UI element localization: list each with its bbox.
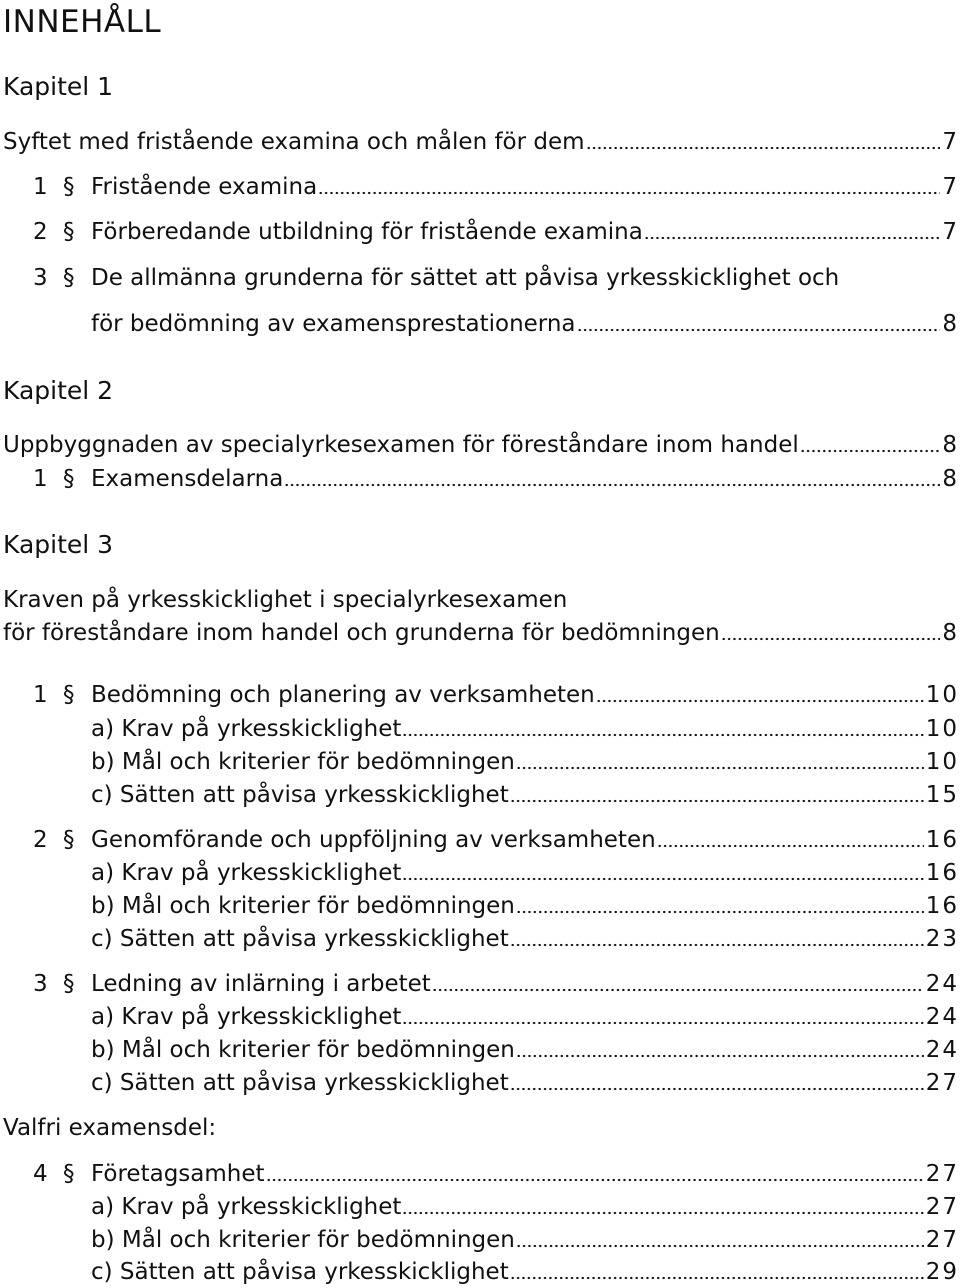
section-symbol: §	[63, 1161, 75, 1187]
page-number: 16	[925, 827, 959, 853]
dot-leader	[432, 987, 924, 993]
page-number: 23	[925, 926, 959, 952]
page-number: 7	[942, 219, 959, 245]
toc-entry[interactable]	[0, 618, 957, 648]
section-symbol: §	[63, 265, 75, 291]
subsection-label: b) Mål och kriterier för bedömningen	[91, 1037, 515, 1063]
dot-leader	[510, 798, 924, 804]
section-number: 2	[33, 827, 48, 853]
dot-leader	[402, 732, 923, 738]
subsection-label: c) Sätten att påvisa yrkesskicklighet	[91, 926, 509, 952]
dot-leader	[510, 1086, 924, 1092]
subsection-label: a) Krav på yrkesskicklighet	[91, 1194, 402, 1220]
toc-entry[interactable]	[0, 172, 957, 202]
section-number: 1	[33, 466, 48, 492]
subsection-label: c) Sätten att påvisa yrkesskicklighet	[91, 782, 509, 808]
section-label: Företagsamhet	[91, 1161, 265, 1187]
toc-subentry[interactable]	[0, 891, 957, 921]
section-label: Genomförande och uppföljning av verksamheten	[91, 827, 656, 853]
toc-entry[interactable]	[0, 430, 957, 460]
toc-entry[interactable]	[0, 464, 957, 494]
toc-entry[interactable]	[0, 217, 957, 247]
page-number: 29	[925, 1259, 959, 1285]
chapter-1-title: Syftet med fristående examina och målen för dem	[3, 129, 585, 155]
chapter-3-title-line2: för föreståndare inom handel och grunderna för bedömningen	[3, 620, 720, 646]
toc-subentry[interactable]	[0, 714, 957, 744]
page-number: 7	[942, 174, 959, 200]
dot-leader	[577, 327, 941, 333]
dot-leader	[318, 190, 940, 196]
section-symbol: §	[63, 682, 75, 708]
page-number: 27	[925, 1070, 959, 1096]
section-number: 3	[33, 265, 48, 291]
page-number: 16	[925, 860, 959, 886]
page-number: 24	[925, 971, 959, 997]
section-number: 4	[33, 1161, 48, 1187]
page-number: 15	[925, 782, 959, 808]
toc-entry[interactable]	[0, 969, 957, 999]
chapter-2-title: Uppbyggnaden av specialyrkesexamen för föreståndare inom handel	[3, 432, 799, 458]
dot-leader	[657, 843, 924, 849]
section-number: 1	[33, 174, 48, 200]
section-symbol: §	[63, 971, 75, 997]
chapter-2-label: Kapitel 2	[3, 376, 114, 405]
section-number: 1	[33, 682, 48, 708]
dot-leader	[516, 765, 924, 771]
optional-part-label: Valfri examensdel:	[3, 1115, 217, 1141]
page-number: 24	[925, 1004, 959, 1030]
toc-subentry[interactable]	[0, 1002, 957, 1032]
toc-subentry[interactable]	[0, 1192, 957, 1222]
toc-subentry[interactable]	[0, 924, 957, 954]
dot-leader	[510, 942, 924, 948]
section-label-line1: De allmänna grunderna för sättet att påvisa yrkesskicklighet och	[91, 265, 840, 291]
chapter-3-label: Kapitel 3	[3, 530, 114, 559]
toc-subentry[interactable]	[0, 747, 957, 777]
section-label: Bedömning och planering av verksamheten	[91, 682, 595, 708]
section-symbol: §	[63, 827, 75, 853]
page-title: INNEHÅLL	[3, 4, 162, 40]
subsection-label: c) Sätten att påvisa yrkesskicklighet	[91, 1070, 509, 1096]
dot-leader	[402, 1020, 923, 1026]
toc-subentry[interactable]	[0, 780, 957, 810]
section-label: Ledning av inlärning i arbetet	[91, 971, 431, 997]
subsection-label: a) Krav på yrkesskicklighet	[91, 716, 402, 742]
subsection-label: b) Mål och kriterier för bedömningen	[91, 893, 515, 919]
subsection-label: a) Krav på yrkesskicklighet	[91, 860, 402, 886]
dot-leader	[721, 636, 941, 642]
page-number: 8	[942, 311, 959, 337]
section-label: Förberedande utbildning för fristående examina	[91, 219, 643, 245]
dot-leader	[402, 876, 923, 882]
page-number: 8	[942, 620, 959, 646]
dot-leader	[402, 1210, 923, 1216]
subsection-label: b) Mål och kriterier för bedömningen	[91, 1227, 515, 1253]
page-number: 8	[942, 466, 959, 492]
section-symbol: §	[63, 174, 75, 200]
section-label-line2: för bedömning av examensprestationerna	[91, 311, 576, 337]
page-number: 10	[925, 749, 959, 775]
toc-entry[interactable]	[0, 680, 957, 710]
page-number: 10	[925, 682, 959, 708]
page-number: 27	[925, 1194, 959, 1220]
section-label: Fristående examina	[91, 174, 318, 200]
subsection-label: b) Mål och kriterier för bedömningen	[91, 749, 515, 775]
dot-leader	[644, 235, 941, 241]
toc-entry-continued[interactable]	[0, 309, 957, 339]
dot-leader	[516, 1053, 924, 1059]
chapter-3-title-line1: Kraven på yrkesskicklighet i specialyrkesexamen	[3, 587, 568, 613]
dot-leader	[266, 1177, 924, 1183]
toc-subentry[interactable]	[0, 1225, 957, 1255]
toc-entry[interactable]	[0, 263, 957, 293]
dot-leader	[800, 448, 941, 454]
page-number: 10	[925, 716, 959, 742]
page-number: 27	[925, 1227, 959, 1253]
chapter-1-label: Kapitel 1	[3, 72, 114, 101]
page-number: 8	[942, 432, 959, 458]
page-number: 24	[925, 1037, 959, 1063]
dot-leader	[586, 145, 941, 151]
toc-entry[interactable]	[0, 825, 957, 855]
dot-leader	[510, 1275, 924, 1281]
subsection-label: c) Sätten att påvisa yrkesskicklighet	[91, 1259, 509, 1285]
dot-leader	[516, 1243, 924, 1249]
page-number: 7	[942, 129, 959, 155]
page-number: 16	[925, 893, 959, 919]
toc-entry[interactable]	[0, 127, 957, 157]
section-number: 3	[33, 971, 48, 997]
toc-subentry[interactable]	[0, 1035, 957, 1065]
toc-subentry[interactable]	[0, 1257, 957, 1287]
toc-subentry[interactable]	[0, 1068, 957, 1098]
subsection-label: a) Krav på yrkesskicklighet	[91, 1004, 402, 1030]
dot-leader	[284, 482, 940, 488]
dot-leader	[516, 909, 924, 915]
page-number: 27	[925, 1161, 959, 1187]
section-label: Examensdelarna	[91, 466, 284, 492]
section-number: 2	[33, 219, 48, 245]
section-symbol: §	[63, 466, 75, 492]
dot-leader	[596, 698, 924, 704]
section-symbol: §	[63, 219, 75, 245]
toc-entry[interactable]	[0, 1159, 957, 1189]
toc-subentry[interactable]	[0, 858, 957, 888]
